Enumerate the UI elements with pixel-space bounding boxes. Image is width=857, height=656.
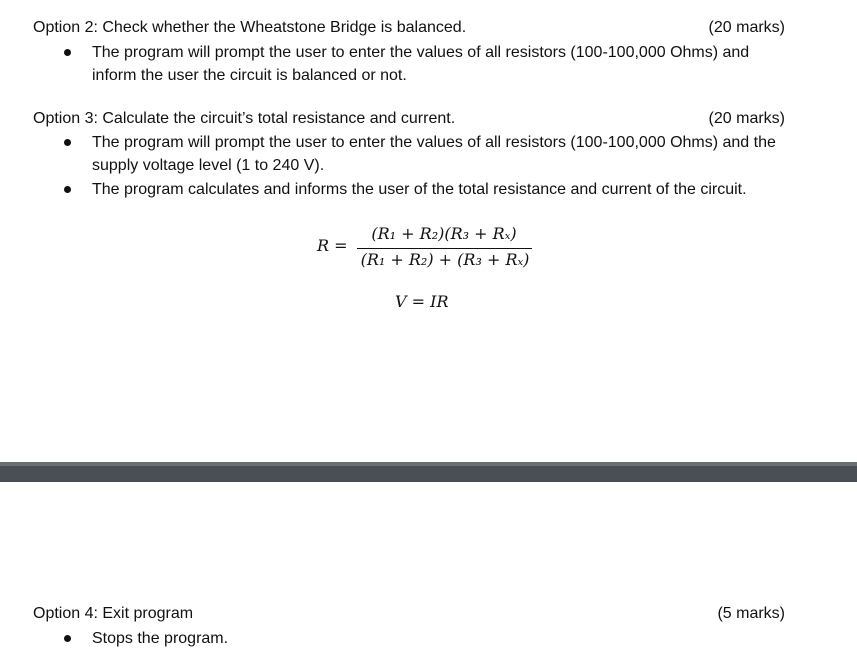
option2-marks: (20 marks): [708, 19, 785, 36]
resistance-formula-numerator: (R₁ + R₂)(R₃ + Rₓ): [371, 224, 517, 243]
option4-heading: Option 4: Exit program: [33, 605, 194, 622]
option3-bullet-2-text: The program calculates and informs the user of the total resistance and current of the circuit.: [92, 181, 747, 198]
fraction-bar: [357, 248, 532, 249]
option3-marks: (20 marks): [708, 110, 785, 127]
page-separator: [0, 462, 857, 482]
bullet-icon: [64, 635, 71, 642]
option4-marks: (5 marks): [717, 605, 785, 622]
bullet-icon: [64, 186, 71, 193]
bullet-icon: [64, 139, 71, 146]
resistance-formula-lhs: R =: [317, 236, 348, 255]
option3-bullet-2: [64, 178, 784, 201]
option3-heading: Option 3: Calculate the circuit’s total resistance and current.: [33, 110, 456, 127]
option2-bullet-1-text: The program will prompt the user to enter the values of all resistors (100-100,000 Ohms) and inform the user the circuit is balanced or not.: [92, 44, 750, 84]
option3-bullet-1-text: The program will prompt the user to enter the values of all resistors (100-100,000 Ohms) and the supply voltage level (1 to 240 V).: [92, 134, 776, 174]
option3-heading-row: [33, 109, 785, 129]
resistance-formula-denominator: (R₁ + R₂) + (R₃ + Rₓ): [360, 250, 530, 269]
option4-heading-row: [33, 604, 785, 624]
document-page-bottom: [0, 482, 857, 656]
bullet-icon: [64, 49, 71, 56]
option3-bullet-1: [64, 131, 784, 177]
option2-heading-row: [33, 18, 785, 38]
option4-bullet-1: [64, 627, 784, 650]
option2-bullet-1: [64, 41, 784, 87]
ohms-law-formula: V = IR: [395, 292, 449, 311]
option2-heading: Option 2: Check whether the Wheatstone Bridge is balanced.: [33, 19, 467, 36]
option4-bullet-1-text: Stops the program.: [92, 630, 229, 647]
